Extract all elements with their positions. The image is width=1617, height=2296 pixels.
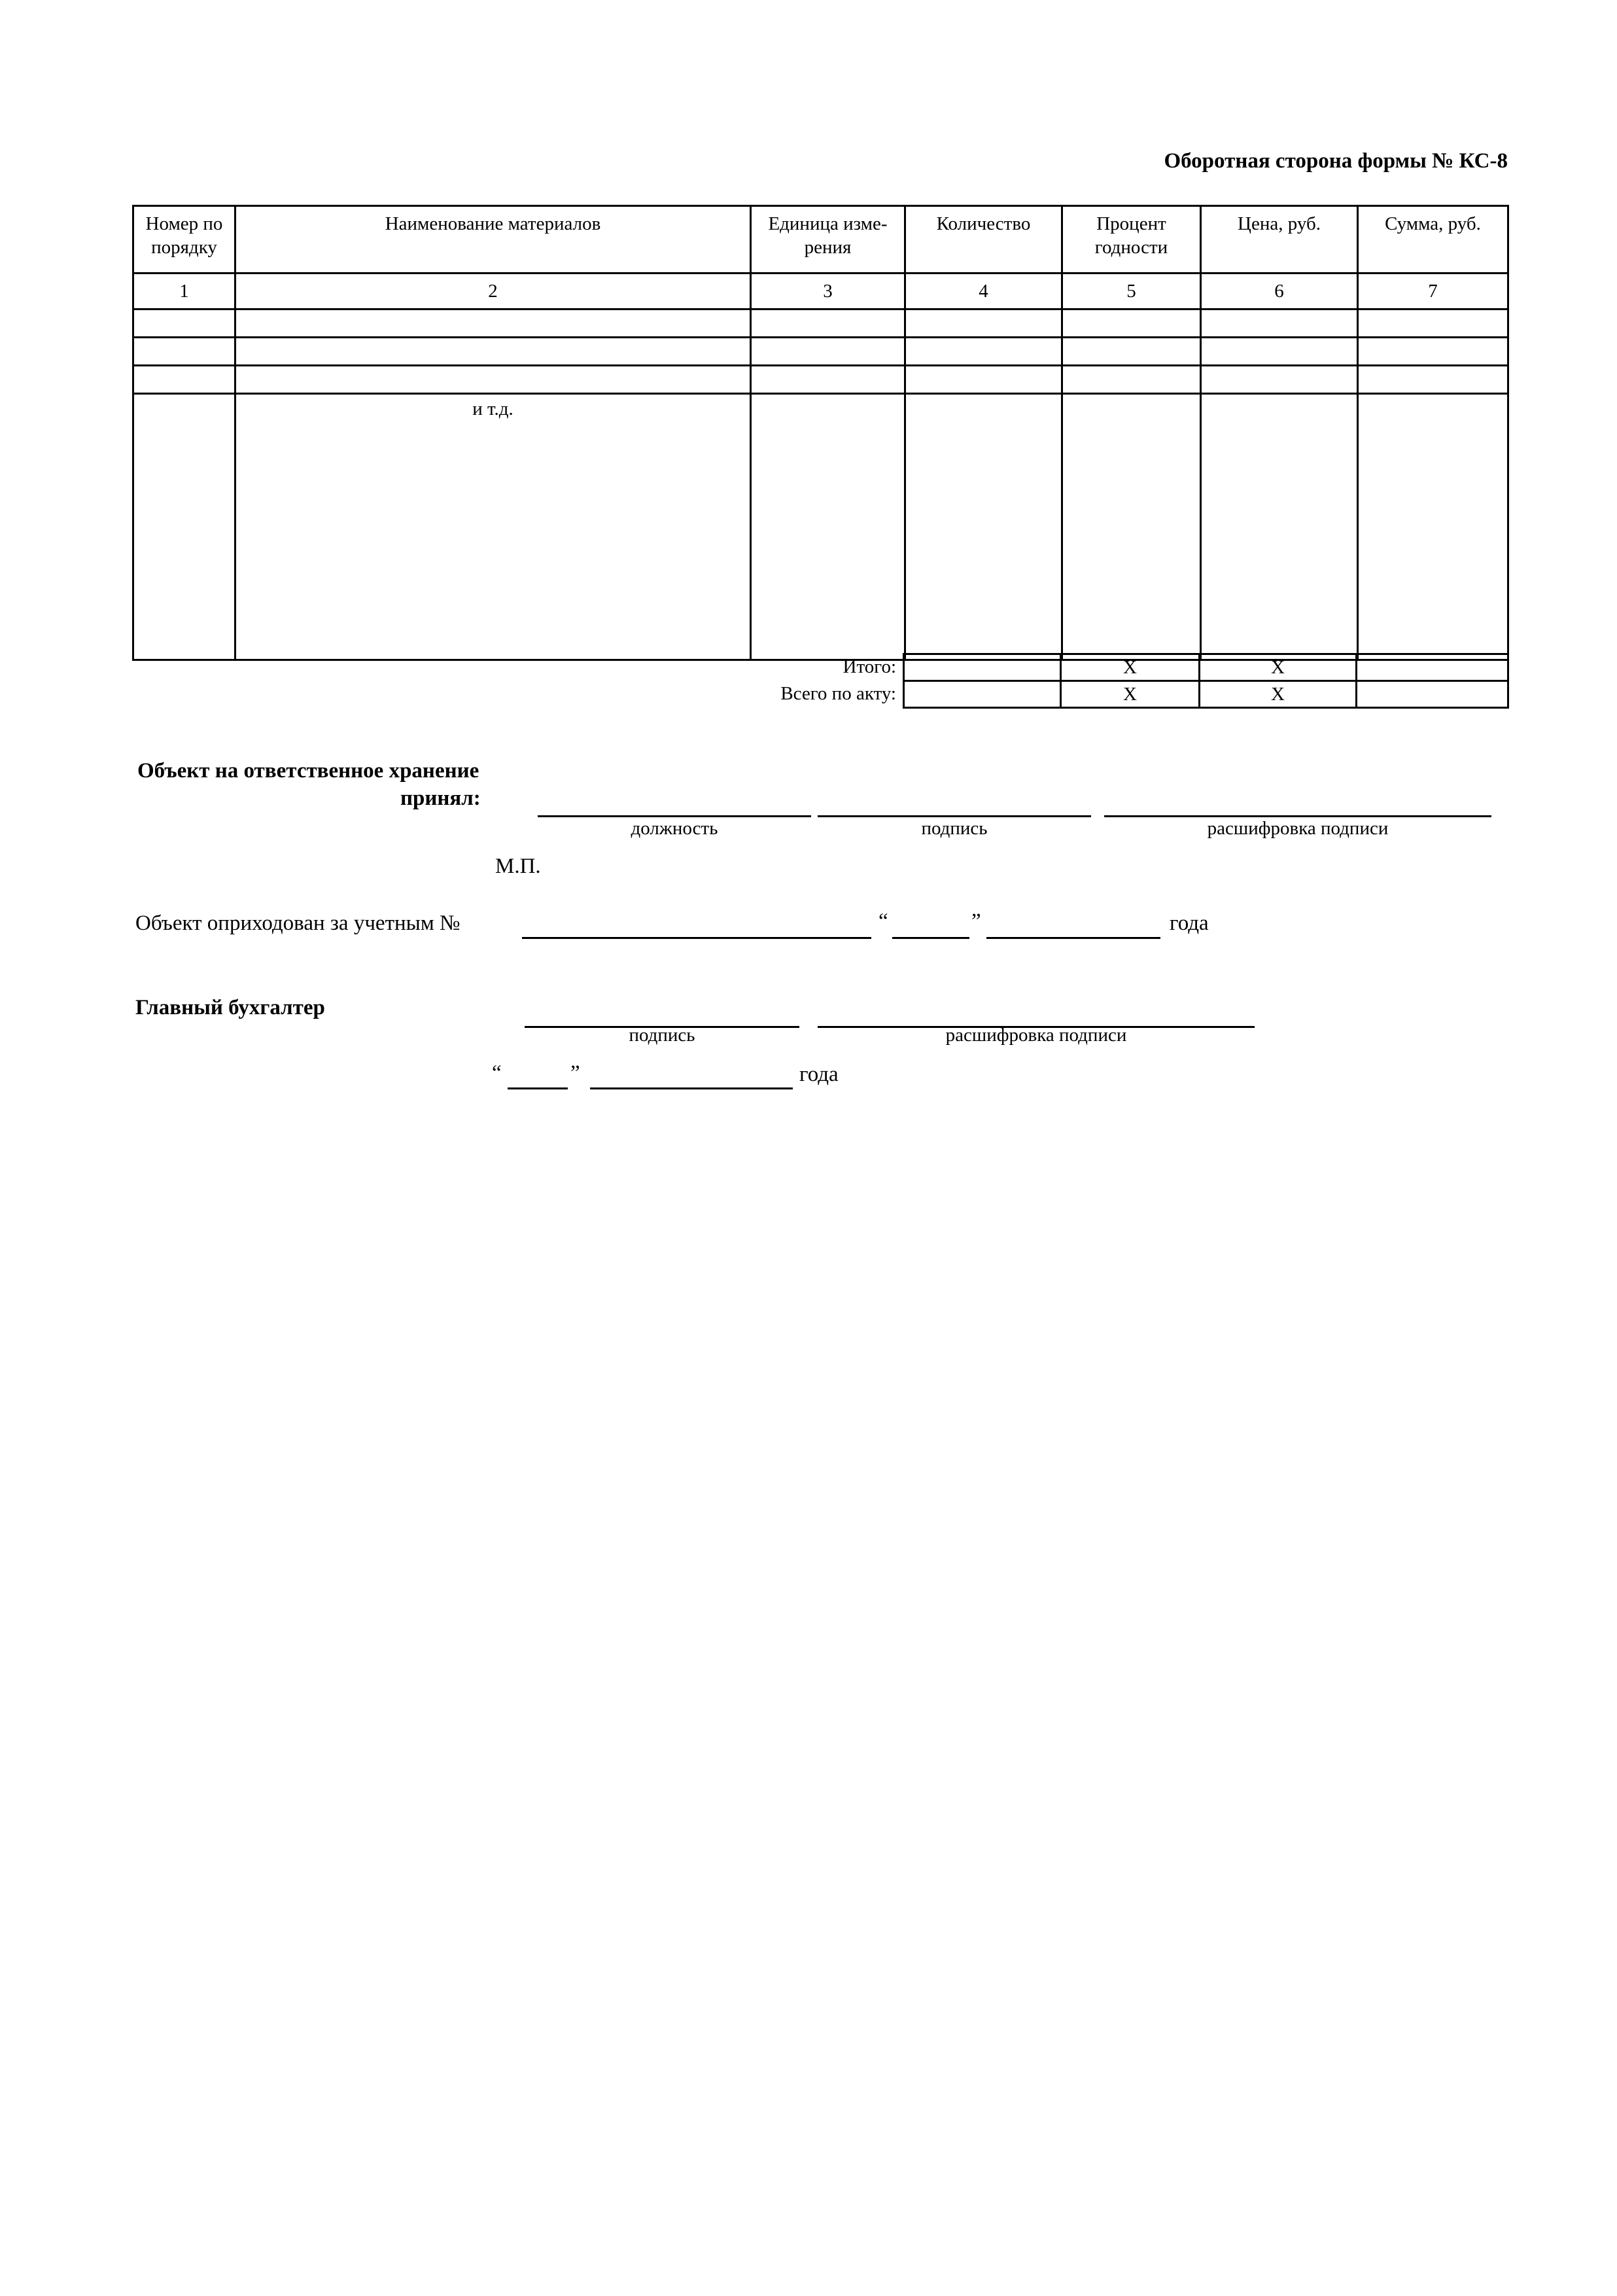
- storage-label-line1: Объект на ответственное хранение: [137, 759, 479, 783]
- chief-accountant-label: Главный бухгалтер: [135, 996, 325, 1019]
- chief-month-line: [590, 1087, 793, 1089]
- header-cell: Цена, руб.: [1201, 206, 1358, 274]
- month-line: [986, 937, 1160, 939]
- form-title: Оборотная сторона формы № КС-8: [1164, 149, 1508, 173]
- signature-decoding-line: [1104, 815, 1491, 817]
- table-row: [133, 309, 1508, 338]
- etc-text: и т.д.: [472, 398, 513, 419]
- x-mark: X: [1061, 654, 1200, 681]
- chief-open-quote: “: [492, 1061, 502, 1085]
- open-quote: “: [878, 910, 888, 933]
- signature-decoding-caption: расшифровка подписи: [1207, 818, 1389, 839]
- header-cell: Номер по порядку: [133, 206, 235, 274]
- header-cell: Наименование материалов: [235, 206, 751, 274]
- totals-table: [903, 653, 1509, 709]
- table-header-row: [133, 206, 1508, 274]
- header-cell: Сумма, руб.: [1358, 206, 1508, 274]
- itogo-row: [904, 654, 1508, 681]
- column-number: 4: [905, 274, 1062, 309]
- vsego-row: [904, 681, 1508, 708]
- column-number: 2: [235, 274, 751, 309]
- table-row: [133, 366, 1508, 394]
- table-row: [133, 338, 1508, 366]
- day-line: [892, 937, 969, 939]
- x-mark: X: [1200, 654, 1357, 681]
- column-number: 6: [1201, 274, 1358, 309]
- chief-day-line: [508, 1087, 568, 1089]
- stamp-label: М.П.: [495, 855, 541, 878]
- position-caption: должность: [631, 818, 718, 839]
- column-number: 1: [133, 274, 235, 309]
- column-number-row: [133, 274, 1508, 309]
- storage-label-line2: принял:: [400, 786, 481, 810]
- position-line: [538, 815, 811, 817]
- accounted-label: Объект оприходован за учетным №: [135, 911, 461, 935]
- chief-close-quote: ”: [570, 1061, 580, 1085]
- chief-signature-decoding-caption: расшифровка подписи: [945, 1025, 1127, 1046]
- chief-signature-caption: подпись: [629, 1025, 695, 1046]
- materials-table: [132, 205, 1509, 661]
- x-mark: X: [1061, 681, 1200, 708]
- account-number-line: [522, 937, 871, 939]
- signature-caption: подпись: [921, 818, 988, 839]
- signature-line: [818, 815, 1091, 817]
- close-quote: ”: [971, 910, 981, 933]
- header-cell: Процент годности: [1062, 206, 1201, 274]
- vsego-label: Всего по акту:: [780, 683, 896, 704]
- itogo-label: Итого:: [843, 656, 896, 677]
- x-mark: X: [1200, 681, 1357, 708]
- header-cell: Количество: [905, 206, 1062, 274]
- table-row: [133, 394, 1508, 660]
- header-cell: Единица изме-рения: [751, 206, 905, 274]
- chief-year-word: года: [799, 1063, 839, 1086]
- column-number: 7: [1358, 274, 1508, 309]
- year-word: года: [1170, 911, 1209, 935]
- column-number: 5: [1062, 274, 1201, 309]
- column-number: 3: [751, 274, 905, 309]
